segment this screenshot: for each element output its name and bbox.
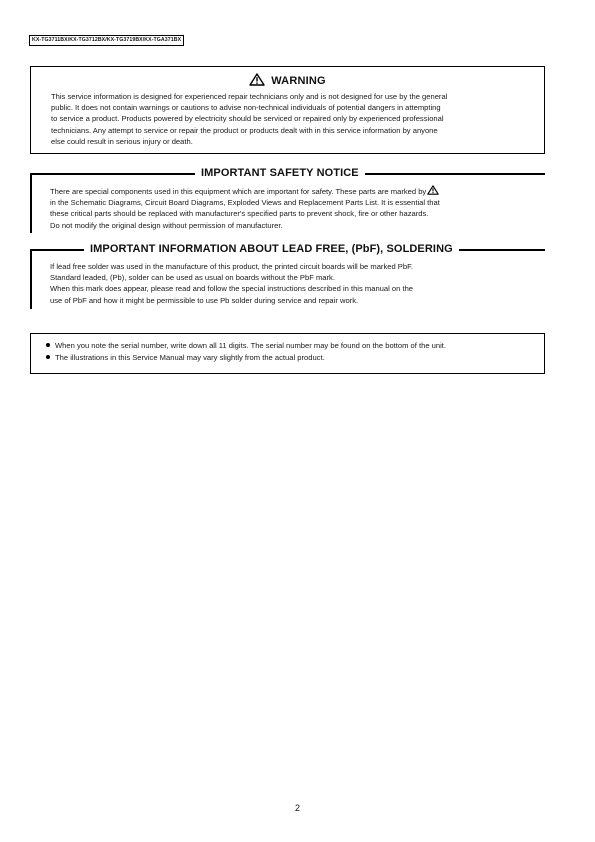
section-rule-left bbox=[30, 249, 32, 309]
lead-free-heading: IMPORTANT INFORMATION ABOUT LEAD FREE, (PbF), SOLDERING bbox=[84, 242, 459, 256]
warning-text bbox=[51, 91, 531, 147]
safety-line: these critical parts should be replaced with manufacturer's specified parts to prevent shock, fire or other hazards. bbox=[50, 209, 429, 219]
lead-free-line: If lead free solder was used in the manufacture of this product, the printed circuit boards will be marked PbF. bbox=[50, 262, 413, 271]
notes-list bbox=[46, 340, 446, 364]
model-number-tag: KX-TG3711BX/KX-TG3712BX/KX-TG3719BX/KX-TGA371BX bbox=[29, 35, 184, 46]
warning-line: else could result in serious injury or death. bbox=[51, 136, 193, 146]
safety-notice-text bbox=[50, 185, 532, 231]
note-text: The illustrations in this Service Manual may vary slightly from the actual product. bbox=[55, 353, 325, 362]
warning-line: to service a product. Products powered by electricity should be serviced or repaired only by experienced professional bbox=[51, 114, 444, 124]
safety-line: There are special components used in this equipment which are important for safety. These parts are marked by bbox=[50, 187, 427, 196]
list-item bbox=[46, 340, 446, 352]
safety-notice-heading: IMPORTANT SAFETY NOTICE bbox=[195, 166, 365, 180]
bullet-icon bbox=[46, 355, 50, 359]
lead-free-text bbox=[50, 261, 532, 306]
lead-free-line: When this mark does appear, please read and follow the special instructions described in this manual on the bbox=[50, 284, 414, 294]
safety-line: in the Schematic Diagrams, Circuit Board Diagrams, Exploded Views and Replacement Parts List. It is essential that bbox=[50, 198, 440, 208]
list-item bbox=[46, 352, 446, 364]
lead-free-line: use of PbF and how it might be permissible to use Pb solder during service and repair work. bbox=[50, 295, 359, 305]
warning-line: technicians. Any attempt to service or repair the product or products dealt with in this service information by anyone bbox=[51, 125, 438, 135]
note-text: When you note the serial number, write down all 11 digits. The serial number may be found on the bottom of the unit. bbox=[55, 341, 447, 350]
lead-free-line: Standard leaded, (Pb), solder can be used as usual on boards without the PbF mark. bbox=[50, 273, 335, 283]
warning-line: This service information is designed for experienced repair technicians only and is not designed for use by the general bbox=[51, 92, 448, 101]
notes-box bbox=[30, 333, 545, 374]
safety-line: Do not modify the original design without permission of manufacturer. bbox=[50, 220, 283, 230]
section-rule-left bbox=[30, 173, 32, 233]
warning-title: WARNING bbox=[271, 75, 326, 87]
warning-line: public. It does not contain warnings or cautions to advise non-technical individuals of potential dangers in attempting bbox=[51, 103, 441, 113]
lead-free-section bbox=[30, 243, 545, 309]
warning-triangle-icon bbox=[249, 73, 265, 86]
warning-box bbox=[30, 66, 545, 154]
warning-triangle-icon bbox=[427, 185, 439, 195]
bullet-icon bbox=[46, 343, 50, 347]
page-number: 2 bbox=[294, 803, 300, 813]
warning-heading bbox=[31, 73, 544, 87]
safety-notice-section bbox=[30, 167, 545, 233]
